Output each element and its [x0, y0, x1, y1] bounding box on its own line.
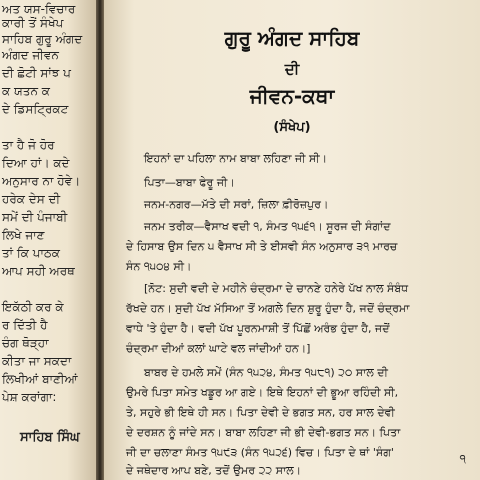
page-number: ੧ — [459, 452, 466, 466]
left-page-line: ਲਿਖੀਆਂ ਬਾਣੀਆਂ — [2, 372, 78, 386]
page-title: ਗੁਰੂ ਅੰਗਦ ਸਾਹਿਬ — [224, 26, 360, 50]
left-page-line: ਕ ਯਤਨ ਕ — [2, 84, 50, 98]
left-page-line: ਸਾਹਿਬ ਗੁਰੂ ਅੰਗਦ — [2, 32, 83, 46]
left-page-line: ਆਪ ਸਹੀ ਅਰਥ — [2, 264, 75, 278]
paragraph-line: ਦੇ ਜਥੇਦਾਰ ਆਪ ਬਣੇ, ਤਦੋਂ ਉਮਰ ੨੨ ਸਾਲ। — [126, 464, 302, 477]
page-subtitle: ਦੀ — [284, 60, 300, 78]
paragraph-line: ਵਾਧੇ 'ਤੇ ਹੁੰਦਾ ਹੈ। ਵਦੀ ਪੱਖ ਪੂਰਨਮਾਸ਼ੀ ਤੋਂ ਪਿੱਛੋਂ ਅਰੰਭ ਹੁੰਦਾ ਹੈ, ਜਦੋਂ — [126, 322, 390, 335]
left-page-line: ਅਨੁਸਾਰ ਨਾ ਹੋਵੇ। — [2, 174, 81, 188]
left-page-line: ਚੰਗ ਥੋੜ੍ਹਾ — [2, 336, 49, 350]
left-page-line: ਅਤ ਯਸ-ਵਿਚਾਰ — [2, 2, 76, 16]
left-page — [0, 0, 96, 480]
left-page-line: ਪੇਸ਼ ਕਰਾਂਗਾ: — [2, 390, 57, 404]
paragraph-line: ਬਾਬਰ ਦੇ ਹਮਲੇ ਸਮੇਂ (ਸੰਨ ੧੫੨੪, ਸੰਮਤ ੧੫੮੧) ੨੦ ਸਾਲ ਦੀ — [144, 366, 388, 379]
left-page-line: ਸਮੇਂ ਦੀ ਪੰਜਾਬੀ — [2, 210, 68, 224]
left-page-line: ਲਿਖੇ ਜਾਣ — [2, 228, 45, 242]
left-page-line: ਕੀਤਾ ਜਾ ਸਕਦਾ — [2, 354, 72, 368]
left-page-line: ਰ ਦਿੱਤੀ ਹੈ — [2, 318, 48, 332]
left-page-line: ਤਾਂ ਕਿ ਪਾਠਕ — [2, 246, 60, 260]
paragraph-line: ਜੀ ਦਾ ਚਲਾਣਾ ਸੰਮਤ ੧੫੯੩ (ਸੰਨ ੧੫੨੬) ਵਿਚ। ਪਿਤਾ ਦੇ ਥਾਂ 'ਸੰਗ' — [126, 446, 394, 459]
paragraph-line: ਸੰਨ ੧੫੦੪ ਸੀ। — [126, 260, 192, 273]
right-page — [104, 0, 480, 480]
left-page-line: ਅੰਗਦ ਜੀਵਨ — [2, 48, 59, 62]
paragraph-line: ਦੇ ਹਿਸਾਬ ਉਸ ਦਿਨ ੫ ਵੈਸਾਖ ਸੀ ਤੇ ਈਸਵੀ ਸੰਨ ਅਨੁਸਾਰ ੩੧ ਮਾਰਚ — [126, 240, 398, 253]
left-page-line: ਦੀ ਛੋਟੀ ਸਾਂਝ ਪ — [2, 66, 71, 80]
author-signature: ਸਾਹਿਬ ਸਿੰਘ — [20, 430, 80, 445]
paragraph-line: ਉਮਰੇ ਪਿਤਾ ਸਮੇਤ ਖਡੂਰ ਆ ਗਏ। ਇਥੇ ਇਹਨਾਂ ਦੀ ਭੂਆ ਰਹਿੰਦੀ ਸੀ, — [126, 386, 399, 399]
paragraph-line: ਪਿਤਾ—ਬਾਬਾ ਫੇਰੂ ਜੀ। — [144, 176, 235, 189]
paragraph-line: ਤੇ, ਸਹੁਰੇ ਭੀ ਇਥੇ ਹੀ ਸਨ। ਪਿਤਾ ਦੇਵੀ ਦੇ ਭਗਤ ਸਨ, ਹਰ ਸਾਲ ਦੇਵੀ — [126, 406, 395, 419]
paragraph-line: ਇਹਨਾਂ ਦਾ ਪਹਿਲਾ ਨਾਮ ਬਾਬਾ ਲਹਿਣਾ ਜੀ ਸੀ। — [144, 152, 328, 165]
left-page-line: ਤਾ ਹੈ ਜੋ ਹੋਰ — [2, 138, 55, 152]
left-page-line: ਦੇ ਡਿਸਟ੍ਰਿਕਟ — [2, 102, 69, 116]
paragraph-line: ਦੇ ਦਰਸ਼ਨ ਨੂੰ ਜਾਂਦੇ ਸਨ। ਬਾਬਾ ਲਹਿਣਾ ਜੀ ਭੀ ਦੇਵੀ-ਭਗਤ ਸਨ। ਪਿਤਾ — [126, 426, 401, 439]
paragraph-line: ਰੱਖਦੇ ਹਨ। ਸੁਦੀ ਪੱਖ ਮੱਸਿਆ ਤੋਂ ਅਗਲੇ ਦਿਨ ਸ਼ੁਰੂ ਹੁੰਦਾ ਹੈ, ਜਦੋਂ ਚੰਦ੍ਰਮਾ — [126, 302, 410, 315]
paragraph-line: [ਨੋਟ: ਸੁਦੀ ਵਦੀ ਦੇ ਮਹੀਨੇ ਚੰਦ੍ਰਮਾ ਦੇ ਚਾਨਣੇ ਹਨੇਰੇ ਪੱਖ ਨਾਲ ਸੰਬੰਧ — [144, 282, 409, 295]
page-note: (ਸੰਖੇਪ) — [273, 120, 311, 135]
left-page-line: ਦਿਆ ਹਾਂ। ਕਦੇ — [2, 156, 70, 170]
paragraph-line: ਚੰਦ੍ਰਮਾ ਦੀਆਂ ਕਲਾਂ ਘਾਟੇ ਵਲ ਜਾਂਦੀਆਂ ਹਨ।] — [126, 342, 311, 355]
left-page-line: ਕਾਰੀ ਤੋਂ ਸੰਖੇਪ — [2, 16, 64, 30]
book-gutter — [96, 0, 104, 480]
left-page-line: ਇਕੱਠੀ ਕਰ ਕੇ — [2, 300, 64, 314]
paragraph-line: ਜਨਮ-ਨਗਰ—ਮੱਤੇ ਦੀ ਸਰਾਂ, ਜ਼ਿਲਾ ਫ਼ੀਰੋਜ਼ਪੁਰ। — [144, 198, 329, 211]
left-page-line: ਹਰੇਕ ਦੇਸ ਦੀ — [2, 192, 61, 206]
page-heading: ਜੀਵਨ-ਕਥਾ — [249, 84, 335, 108]
paragraph-line: ਜਨਮ ਤਰੀਕ—ਵੈਸਾਖ ਵਦੀ ੧, ਸੰਮਤ ੧੫੬੧। ਸੂਰਜ ਦੀ ਸੰਗਾਂਦ — [144, 220, 391, 233]
